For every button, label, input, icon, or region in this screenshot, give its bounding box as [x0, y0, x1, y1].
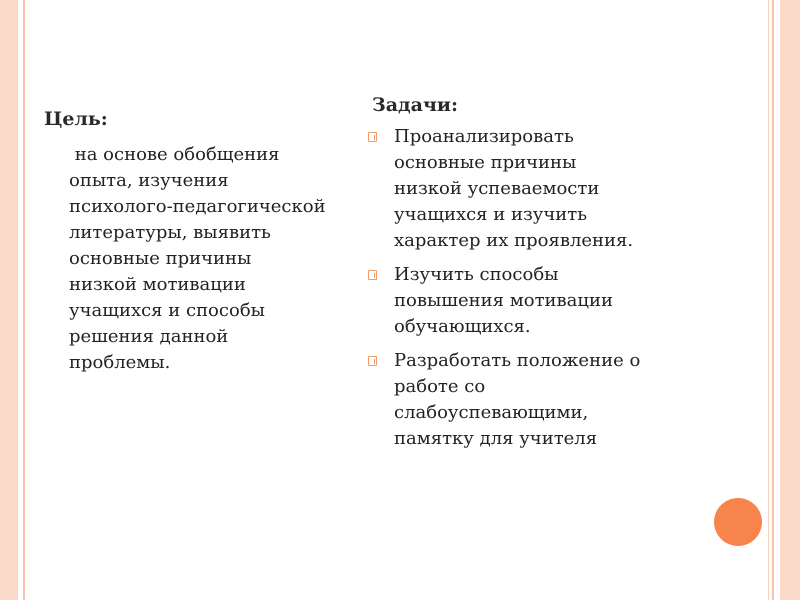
right-border-decoration: [780, 0, 800, 600]
left-border-line: [23, 0, 25, 600]
goal-line: низкой мотивации: [69, 274, 246, 295]
goal-line: на основе обобщения: [69, 144, 280, 165]
task-line: Разработать положение о: [394, 350, 641, 371]
goal-line: психолого-педагогической: [69, 196, 326, 217]
tasks-list: [368, 124, 688, 460]
orange-circle-decoration: [714, 498, 762, 546]
goal-line: основные причины: [69, 248, 252, 269]
task-line: памятку для учителя: [394, 428, 598, 449]
task-item: [368, 262, 688, 340]
left-border-decoration: [0, 0, 18, 600]
task-line: обучающихся.: [394, 316, 531, 337]
goal-line: проблемы.: [69, 352, 171, 373]
bullet-icon: [368, 132, 377, 142]
task-item: [368, 124, 688, 254]
right-border-line: [772, 0, 774, 600]
task-line: низкой успеваемости: [394, 178, 600, 199]
goal-text: [69, 142, 359, 376]
goal-title: Цель:: [44, 108, 108, 130]
bullet-icon: [368, 270, 377, 280]
tasks-title: Задачи:: [372, 94, 459, 116]
bullet-icon: [368, 356, 377, 366]
task-line: работе со: [394, 376, 486, 397]
goal-line: опыта, изучения: [69, 170, 229, 191]
goal-line: литературы, выявить: [69, 222, 271, 243]
task-line: слабоуспевающими,: [394, 402, 589, 423]
task-line: учащихся и изучить: [394, 204, 588, 225]
task-line: повышения мотивации: [394, 290, 613, 311]
task-item: [368, 348, 688, 452]
task-line: Проанализировать: [394, 126, 574, 147]
goal-line: решения данной: [69, 326, 229, 347]
right-border-line-thin: [768, 0, 769, 600]
task-line: Изучить способы: [394, 264, 559, 285]
task-line: характер их проявления.: [394, 230, 634, 251]
goal-line: учащихся и способы: [69, 300, 265, 321]
task-line: основные причины: [394, 152, 577, 173]
